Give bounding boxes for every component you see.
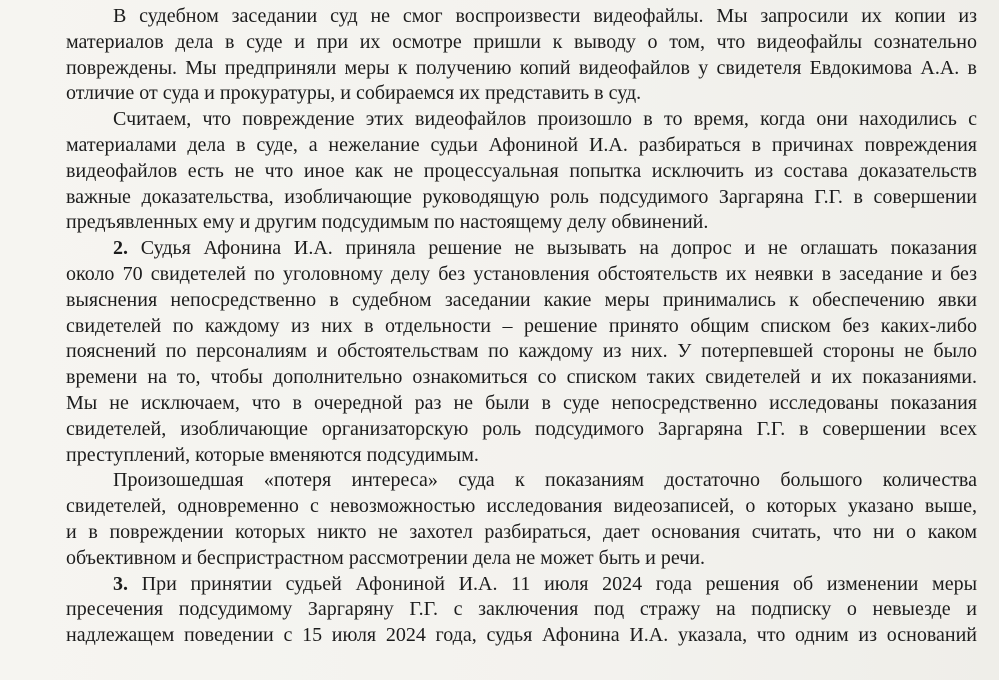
- text-line: выяснения непосредственно в судебном заседании какие меры принимались к обеспечению явки: [66, 288, 977, 311]
- item-number: 3.: [113, 572, 128, 595]
- text-line: отличие от суда и прокуратуры, и собираемся их представить в суд.: [66, 82, 642, 105]
- text-line-content: Судья Афонина И.А. приняла решение не вызывать на допрос и не оглашать показания: [140, 237, 978, 260]
- text-line: и в повреждении которых никто не захотел разбираться, дает основания считать, что ни о каком: [66, 520, 977, 543]
- text-line: около 70 свидетелей по уголовному делу без установления обстоятельств их неявки в заседание и без: [66, 262, 977, 285]
- text-line: важные доказательства, изобличающие руководящую роль подсудимого Заргаряна Г.Г. в совершении: [66, 185, 977, 208]
- text-line: В судебном заседании суд не смог воспроизвести видеофайлы. Мы запросили их копии из: [113, 5, 977, 27]
- text-line: видеофайлов есть не что иное как не процессуальная попытка исключить из состава доказательств: [66, 159, 977, 182]
- text-line: свидетелей, одновременно с невозможностью исследования видеозаписей, о которых указано выше,: [66, 495, 977, 518]
- text-line: повреждены. Мы предприняли меры к получению копий видеофайлов у свидетеля Евдокимова А.А. в: [66, 56, 977, 79]
- paragraph-item-2: [66, 236, 977, 468]
- text-line: времени на то, чтобы дополнительно ознакомиться со списком таких свидетелей и их показаниями.: [66, 366, 977, 389]
- paragraph-video-files: [66, 4, 977, 107]
- text-line: свидетелей, изобличающие организаторскую роль подсудимого Заргаряна Г.Г. в совершении всех: [66, 417, 977, 440]
- text-line: предъявленных ему и другим подсудимым по настоящему делу обвинений.: [66, 211, 709, 234]
- text-line: Считаем, что повреждение этих видеофайлов произошло в то время, когда они находились с: [113, 108, 977, 131]
- text-line: Мы не исключаем, что в очередной раз не были в суде непосредственно исследованы показания: [66, 391, 977, 414]
- item-number: 2.: [113, 237, 128, 260]
- text-line: [66, 236, 977, 262]
- text-line: преступлений, которые вменяются подсудимым.: [66, 443, 479, 466]
- text-line: объективном и беспристрастном рассмотрении дела не может быть и речи.: [66, 546, 705, 569]
- paragraph-loss-of-interest: [66, 468, 977, 571]
- paragraph-damage-opinion: [66, 107, 977, 236]
- text-line: материалами дела в суде, а нежелание судьи Афониной И.А. разбираться в причинах повреждения: [66, 133, 977, 156]
- text-line: пресечения подсудимому Заргаряну Г.Г. с заключения под стражу на подписку о невыезде и: [66, 598, 977, 621]
- text-line: Произошедшая «потеря интереса» суда к показаниям достаточно большого количества: [113, 469, 977, 492]
- text-line: надлежащем поведении с 15 июля 2024 года, судья Афонина И.А. указала, что одним из оснований: [66, 624, 977, 647]
- text-line: свидетелей по каждому из них в отдельности – решение принято общим списком без каких-либо: [66, 314, 977, 337]
- text-line-content: При принятии судьей Афониной И.А. 11 июля 2024 года решения об изменении меры: [141, 572, 978, 595]
- text-line: [66, 572, 977, 598]
- text-line: пояснений по персоналиям и обстоятельствам по каждому из них. У потерпевшей стороны не было: [66, 340, 977, 363]
- text-line: материалов дела в суде и при их осмотре пришли к выводу о том, что видеофайлы сознательно: [66, 30, 977, 53]
- paragraph-item-3: [66, 572, 977, 649]
